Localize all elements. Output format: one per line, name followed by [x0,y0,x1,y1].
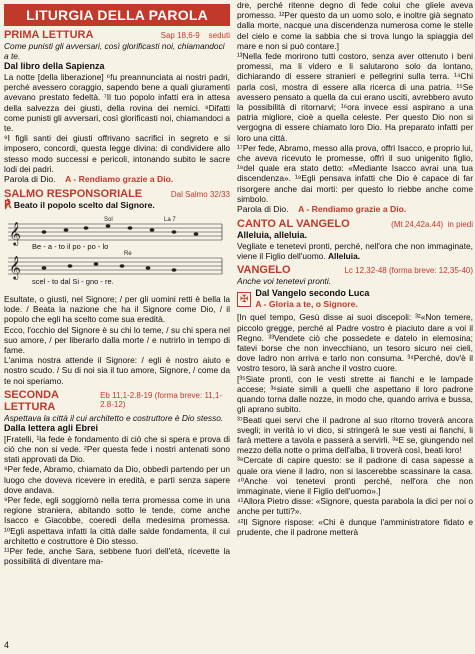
seconda-lettura-header [4,389,230,413]
vangelo-ref: Lc 12,32-48 (forma breve: 12,35-40) [344,266,473,276]
prima-lettura-title: PRIMA LETTURA [4,29,94,41]
left-column [4,0,230,654]
prima-intro: Come punisti gli avversari, così glorificasti noi, chiamandoci a te. [4,41,225,61]
prima-lettura-ref [161,31,230,40]
svg-text:𝄞: 𝄞 [9,255,21,280]
response-r-icon: ℟ [4,199,12,212]
seconda-response: A - Rendiamo grazie a Dio. [298,204,407,215]
prima-ref-text: Sap 18,6-9 [160,31,200,40]
seconda-title: SECONDA LETTURA [4,388,59,413]
prima-book: Dal libro della Sapienza [4,61,105,71]
music-notation [4,214,226,292]
prima-text2: ⁹I figli santi dei giusti offrivano sacrifici in segreto e si imposero, concordi, questa legge divina: di condividere allo stesso modo successi e pericoli, intonando subito le sacre lodi dei padri. [4,133,230,174]
cross-icon: ✠ [237,292,251,307]
salmo-refrain-row [4,200,230,211]
canto-alleluia-2: Alleluia. [327,251,361,262]
vangelo-title: VANGELO [237,264,291,277]
salmo-header [4,188,230,200]
chord-sol: Sol [104,217,113,224]
section-banner: LITURGIA DELLA PAROLA [4,4,230,26]
vangelo-v4: ³⁹Cercate di capire questo: se il padrone di casa sapesse a quale ora viene il ladro, non si lascerebbe scassinare la casa. ⁴⁰Anche voi tenetevi pronti perché, nell'ora che non immaginate, viene il Figlio dell'uomo».] [237,455,473,496]
salmo-verse-3: L'anima nostra attende il Signore: / egli è nostro aiuto e nostro scudo. / Su di noi sia il tuo amore, Signore, / come da te noi speriamo. [4,355,230,386]
seconda-p4: ¹¹Per fede, anche Sara, sebbene fuori dell'età, ricevette la possibilità di diventare ma- [4,546,230,567]
salmo-ref: Dal Salmo 32/33 [170,190,230,200]
seconda-p2: ⁸Per fede, Abramo, chiamato da Dio, obbedì partendo per un luogo che doveva ricevere in eredità, e partì senza sapere dove andava. [4,464,230,495]
seconda-closing [237,204,473,215]
vangelo-from: Dal Vangelo secondo Luca [255,288,370,299]
treble-clef-icon: 𝄞 [9,221,21,246]
prima-closing [4,174,230,185]
seconda-close: Parola di Dio. [237,204,289,215]
vangelo-v1: [In quel tempo, Gesù disse ai suoi discepoli: ³²«Non temere, piccolo gregge, perché al Padre vostro è piaciuto dare a voi il Regno. ³³Vendete ciò che possedete e datelo in elemosina; fatevi borse che non invecchiano, un tesoro sicuro nei cieli, dove ladro non arriva e tarlo non consuma. ³⁴Perché, dov'è il vostro tesoro, là sarà anche il vostro cuore. [237,312,473,374]
music-staff [4,214,230,292]
canto-header [237,218,473,230]
seconda-p3: ⁹Per fede, egli soggiornò nella terra promessa come in una regione straniera, abitando sotto le tende, come anche Isacco e Giacobbe, coeredi della medesima promessa. ¹⁰Egli aspettava infatti la città dalle salde fondamenta, il cui architetto e costruttore è Dio stesso. [4,495,230,546]
prima-posture: seduti [208,31,230,40]
right-r2: ¹³Nella fede morirono tutti costoro, senza aver ottenuto i beni promessi, ma li videro e li salutarono solo da lontano, dichiarando di essere stranieri e pellegrini sulla terra. ¹⁴Chi parla così, mostra di essere alla ricerca di una patria. ¹⁵Se avessero pensato a quella da cui erano usciti, avrebbero avuto la possibilità di ritornarvi; ¹⁶ora invece essi aspirano a una patria migliore, cioè a quella celeste. Per questo Dio non si vergogna di essere chiamato loro Dio. Ha preparato infatti per loro una città. [237,51,473,143]
canto-ref [391,220,473,229]
canto-text [237,241,473,261]
right-r1: dre, perché ritenne degno di fede colui che gliele aveva promesso. ¹²Per questo da un uomo solo, e inoltre già segnato dalla morte, nacque una discendenza numerosa come le stelle del cielo e come la sabbia che si trova lungo la spiaggia del mare e non si può contare.] [237,0,473,51]
canto-text-body: Vegliate e tenetevi pronti, perché, nell'ora che non immaginate, viene il Figlio dell'uomo. [237,241,473,262]
vangelo-v5: ⁴¹Allora Pietro disse: «Signore, questa parabola la dici per noi o anche per tutti?». [237,496,473,517]
right-column [237,0,473,654]
salmo-title: SALMO RESPONSORIALE [4,188,143,201]
vangelo-intro: Anche voi tenetevi pronti. [237,276,332,287]
salmo-refrain: Beato il popolo scelto dal Signore. [13,200,155,211]
canto-posture: in piedi [447,220,473,230]
canto-alleluia: Alleluia, alleluia. [237,230,308,241]
seconda-p1: [Fratelli, ¹la fede è fondamento di ciò che si spera e prova di ciò che non si vede. ²Per questa fede i nostri antenati sono stati approvati da Dio. [4,433,230,465]
prima-text: La notte [della liberazione] ⁶fu preannunciata ai nostri padri, perché avessero coraggio, sapendo bene a quali giuramenti avevano prestato fedeltà. ⁷Il tuo popolo infatti era in attesa della salvezza dei giusti, della rovina dei nemici. ⁸Difatti come punisti gli avversari, così glorificasti noi, chiamandoci a te. [4,72,230,134]
canto-title: CANTO AL VANGELO [237,218,350,231]
vangelo-v2: [³⁵Siate pronti, con le vesti strette ai fianchi e le lampade accese; ³⁶siate simili a quelli che aspettano il loro padrone quando torna dalle nozze, in modo che, quando arriva e bussa, gli aprano subito. [237,373,473,415]
vangelo-response: A - Gloria a te, o Signore. [255,299,358,310]
lyrics-line-1: Be - a - to il po - po - lo [32,242,109,252]
prima-close: Parola di Dio. [4,174,56,185]
vangelo-announce [237,288,473,310]
page-number: 4 [4,640,10,650]
canto-ref-text: (Mt 24,42a.44) [391,220,444,230]
vangelo-header [237,264,473,276]
seconda-book: Dalla lettera agli Ebrei [4,422,99,433]
right-r3: ¹⁷Per fede, Abramo, messo alla prova, offrì Isacco, e proprio lui, che aveva ricevuto le promesse, offrì il suo unigenito figlio, ¹⁸del quale era stato detto: «Mediante Isacco avrai una tua discendenza». ¹⁹Egli pensava infatti che Dio è capace di far risorgere anche dai morti: per questo lo riebbe anche come simbolo. [237,142,473,204]
vangelo-response-row [255,299,369,310]
prima-response: A - Rendiamo grazie a Dio. [65,174,174,185]
lyrics-line-2: scel - to dal Si - gno - re. [32,277,114,287]
chord-la7: La 7 [164,217,176,224]
vangelo-v6: ⁴²Il Signore rispose: «Chi è dunque l'amministratore fidato e prudente, che il padrone metterà [237,516,473,537]
seconda-ref: Eb 11,1-2.8-19 (forma breve: 11,1-2.8-12) [100,390,223,409]
salmo-verse-2: Ecco, l'occhio del Signore è su chi lo teme, / su chi spera nel suo amore, / per liberarlo dalla morte / e nutrirlo in tempo di fame. [4,324,230,356]
prima-lettura-header [4,29,230,41]
vangelo-v3: ³⁷Beati quei servi che il padrone al suo ritorno troverà ancora svegli; in verità io vi dico, si stringerà le sue vesti ai fianchi, li farà mettere a tavola e passerà a servirli. ³⁸E se, giungendo nel mezzo della notte o prima dell'alba, li troverà così, beati loro! [237,414,473,456]
seconda-intro: Aspettava la città il cui architetto e costruttore è Dio stesso. [4,412,224,423]
chord-re: Re [124,251,132,258]
salmo-verse-1: Esultate, o giusti, nel Signore; / per gli uomini retti è bella la lode. / Beata la nazione che ha il Signore come Dio, / il popolo che egli ha scelto come sua eredità. [4,294,230,325]
